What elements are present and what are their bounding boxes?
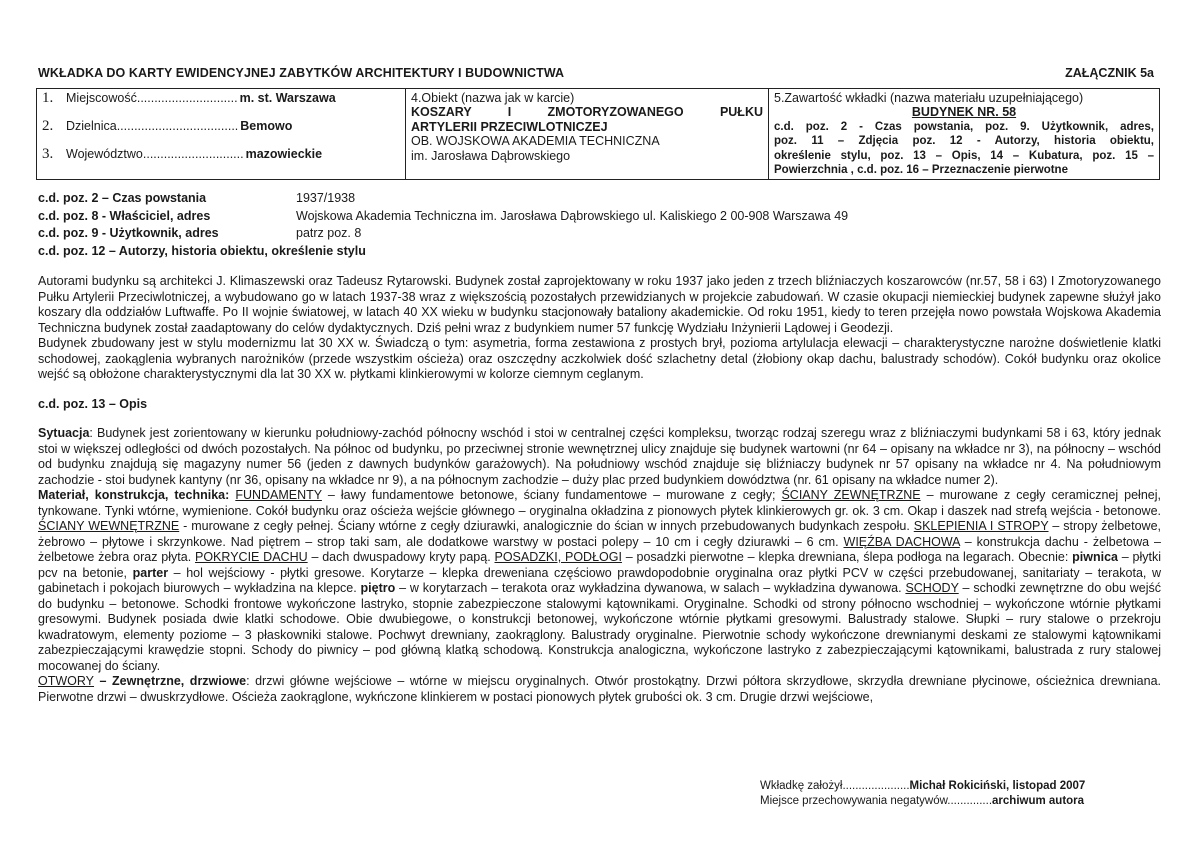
fundamenty-label: FUNDAMENTY	[235, 488, 322, 502]
field-value: patrz poz. 8	[296, 226, 362, 241]
sytuacja-paragraph	[38, 426, 1161, 488]
location-row-voivodeship	[42, 147, 400, 175]
field-label: c.d. poz. 2 – Czas powstania	[38, 191, 207, 205]
content-cell	[769, 89, 1160, 180]
style-paragraph: Budynek zbudowany jest w stylu modernizmu lat 30 XX w. Świadczą o tym: asymetria, forma zestawiona z prostych brył, poziomа artylulacja elewacji – charakterystyczne narożne doświetlenie klatki schodowej, zaokąglenia wybranych narożników (przede wszystkim ościeża) oraz oszczędny aczkolwiek dość szlachetny detal (żłobiony okap dachu, balustrady schodów). Cokół budynku oraz okolice wejść są obłożone charakterystycznymi dla lat 30 XX w. płytkami klinkierowymi w kolorze ciemnym ceglanym.	[38, 336, 1161, 381]
location-value: Bemowo	[240, 119, 293, 133]
sytuacja-label: Sytuacja	[38, 426, 90, 440]
document-body	[38, 274, 1161, 705]
posadzki-text: – hol wejściowy - płytki gresowe. Korytarze – klepka dreweniana częściowo prawdopodobnie oryginalna oraz płytki PCV w części przebudowanej, sanitariaty – terakota, w gabinetach i pokojach biurowych – wykładzina na klepce.	[38, 565, 1161, 595]
posadzki-text: – w korytarzach – terakota oraz wykładzina dywanowa, w salach – wykładzina dywanowa.	[395, 581, 906, 595]
info-box	[36, 88, 1160, 180]
location-row-city	[42, 91, 400, 119]
location-label: Województwo.............................	[66, 147, 244, 161]
field-czas-powstania	[38, 190, 366, 208]
otwory-paragraph	[38, 674, 1161, 705]
field-autorzy-heading	[38, 243, 366, 261]
field-wlasciciel	[38, 208, 849, 226]
sklepienia-text: – stropy żelbetowe, żebrowo – płytowe i skrzynkowe. Nad piętrem – strop taki sam, ale dodatkowe warstwy w postaci polepy – 10 cm i cegły dziurawki – 6 cm.	[38, 519, 1162, 549]
field-value: 1937/1938	[296, 191, 356, 205]
schody-label: SCHODY	[905, 581, 959, 595]
material-paragraph	[38, 488, 1161, 674]
content-line: Powierzchnia , c.d. poz. 16 – Przeznaczenie pierwotne	[774, 164, 1068, 177]
posadzki-label: POSADZKI, PODŁOGI	[494, 550, 622, 564]
schody-text: – schodki zewnętrzne do obu wejść do budynku – betonowe. Schodki frontowe wykończone lastryko, stopnie zabezpieczone stalowymi kątownikami. Oryginalne. Schodki od strony północno wschodniej – wykończone wtórnie płytkami gresowymi. Budynek posiada dwie klatki schodowe. Obie dwubiegowe, o konstrukcji betonowej, wykończone wtórnie płytkami gresowymi. Balustrady stalowe. Słupki – rury stalowe o przekroju kwadratowym, elementy poziome – 3 płaskowniki stalowe. Pochwyt drewniany, zaokrąglony. Balustrady oryginalne. Pierwotnie schody wykończone drewnianymi deskami ze stalowymi kątownikami zabezpieczającymi krawędzie stopni. Schody do piwnicy – pod główną klatką schodową. Konstrukcja analogiczna, wykończone lastryko z zabezpieczającymi kątownikami, balustrada z rury stalowej mocowanej do ściany.	[38, 581, 1161, 673]
wiezba-text: – konstrukcja dachu - żelbetowa – żelbetowe żebra oraz płyta.	[38, 534, 1161, 564]
location-label: Miejscowość.............................	[66, 91, 238, 105]
content-line: określenie stylu, poz. 13 – Opis, 14 – Kubatura, poz. 15 –	[774, 149, 1154, 162]
location-number: 1.	[42, 90, 54, 106]
location-value: m. st. Warszawa	[239, 91, 336, 105]
field-uzytkownik	[38, 225, 366, 243]
object-name-line: KOSZARY I ZMOTORYZOWANEGO PUŁKU	[411, 105, 763, 120]
wiezba-label: WIĘŹBA DACHOWA	[843, 534, 960, 549]
sciany-wewnetrzne-text: - murowane z cegły pełnej. Ściany wtórne z cegły dziurawki, analogicznie do ścian w innych przebudowanych budynkach zespołu.	[179, 519, 914, 533]
signoff-author-value: Michał Rokiciński, listopad 2007	[909, 780, 1086, 792]
content-label: 5.Zawartość wkładki (nazwa materiału uzupełniającego)	[774, 91, 1084, 105]
posadzki-text: – płytki pcv na betonie,	[38, 550, 1162, 580]
sytuacja-text: : Budynek jest zorientowany w kierunku południowy-zachód północny wschód i stoi w centralnej części kompleksu, tworząc rodzaj szeregu wraz z bliźniaczymi budynkami 58 i 63, który jednak stoi w większej odległości od dwóch pozostałych. Na północ od budynku, po przeciwnej stronie wewnętrznej ulicy znajduje się budynek wartowni (nr 64 – opisany na wkładce nr 3), na północny – wschód od budynku znajdują się magazyny numer 56 (jeden z dawnych budynków garażowych). Na południowy wschód znajduje się bliźniaczy budynek nr 57 opisany na wkładce nr 4. Na południowym zachodzie - stoi budynek kantyny (nr 36, opisany na wkładce nr 9), a na północnym zachodzie – duży plac przed budynkiem dowództwa (nr. 61 opisany na wkładce numer 2).	[38, 426, 1161, 487]
signoff-archive-line	[760, 794, 1085, 809]
signoff-block	[760, 779, 1085, 809]
location-value: mazowieckie	[245, 147, 323, 161]
content-line: c.d. poz. 2 - Czas powstania, poz. 9. Użytkownik, adres,	[774, 120, 1154, 133]
signoff-archive-label: Miejsce przechowywania negatywów..............	[760, 795, 993, 807]
sciany-wewnetrzne-label: ŚCIANY WEWNĘTRZNE	[38, 519, 180, 533]
field-label: c.d. poz. 8 - Właściciel, adres	[38, 208, 211, 223]
location-label: Dzielnica...................................	[66, 119, 239, 133]
material-label: Materiał, konstrukcja, technika:	[38, 488, 230, 502]
piwnica-label: piwnica	[1072, 550, 1118, 564]
otwory-sub-label: – Zewnętrzne, drzwiowe	[94, 674, 247, 688]
posadzki-text: – posadzki pierwotne – klepka drewniana, ślepa podłoga na legarach. Obecnie:	[621, 550, 1073, 564]
object-cell	[406, 89, 769, 180]
signoff-author-line	[760, 779, 1085, 794]
location-number: 3.	[42, 146, 54, 162]
otwory-text: : drzwi główne wejściowe – wtórne w miejscu oryginalnych. Otwór prostokątny. Drzwi półtora skrzydłowe, skrzydła drewniane płycinowe, ościeżnica drewniana. Pierwotne drzwi – dwuskrzydłowe. Ościeża zaokrąglone, wykńczone klinkierem w postaci pionowych płytek grubości ok. 3 cm. Drugie drzwi wejściowe,	[38, 674, 1162, 704]
object-label: 4.Obiekt (nazwa jak w karcie)	[411, 91, 575, 105]
field-label: c.d. poz. 9 - Użytkownik, adres	[38, 226, 219, 241]
sciany-zewnetrzne-label: ŚCIANY ZEWNĘTRZNE	[781, 488, 921, 502]
building-number: BUDYNEK NR. 58	[911, 105, 1017, 120]
pokrycie-label: POKRYCIE DACHU	[195, 550, 308, 564]
document-title: WKŁADKA DO KARTY EWIDENCYJNEJ ZABYTKÓW ARCHITEKTURY I BUDOWNICTWA	[38, 66, 565, 80]
pokrycie-text: – dach dwuspadowy kryty papą.	[307, 550, 495, 564]
location-number: 2.	[42, 118, 54, 134]
sklepienia-label: SKLEPIENIA I STROPY	[913, 519, 1049, 533]
signoff-archive-value: archiwum autora	[992, 795, 1085, 807]
location-cell	[37, 89, 406, 180]
history-paragraph: Autorami budynku są architekci J. Klimaszewski oraz Tadeusz Rytarowski. Budynek został zaprojektowany w roku 1937 jako jeden z trzech bliźniaczych koszarowców (nr.57, 58 i 63) I Zmotoryzowanego Pułku Artylerii Przeciwlotniczej, a wybudowano go w latach 1937-38 wraz z większością pozostałych przewidzianych w projekcie zabudowań. W czasie okupacji niemieckiej budynek zapewne służył jako koszary dla oddziałów Luftwaffe. Po II wojnie światowej, w latach 40 XX wieku w budynku stacjonowały bataliony akademickie. Od roku 1951, kiedy to teren przejęła nowo powstała Wojskowa Akademia Techniczna budynek został zaadaptowany do celów dydaktycznych. Dziś pełni wraz z budynkiem numer 57 funkcję Wydziału Inżynierii Lądowej i Geodezji.	[38, 274, 1161, 335]
object-name-line: ARTYLERII PRZECIWLOTNICZEJ	[411, 119, 608, 134]
parter-label: parter	[132, 565, 169, 580]
field-label: c.d. poz. 12 – Autorzy, historia obiektu, określenie stylu	[38, 243, 366, 258]
location-row-district	[42, 119, 400, 147]
fundamenty-text: – ławy fundamentowe betonowe, ściany fundamentowe – murowane z cegły;	[321, 488, 782, 502]
signoff-author-label: Wkładkę założył.....................	[760, 780, 910, 792]
opis-heading: c.d. poz. 13 – Opis	[38, 396, 148, 411]
otwory-label: OTWORY	[38, 674, 95, 688]
sciany-zewnetrzne-text: – murowane z cegły ceramicznej pełnej, tynkowane. Tynki wtórne, wymienione. Cokół budynku oraz ościeża wejście głównego – oryginalna okładzina z pionowych płytek klinkierowych gr. ok. 3 cm. Okap i daszek nad strefą wejścia - betonowe.	[38, 488, 1161, 518]
pietro-label: piętro	[360, 581, 396, 595]
object-name-line: OB. WOJSKOWA AKADEMIA TECHNICZNA	[411, 134, 660, 149]
content-line: poz. 11 – Zdjęcia poz. 12 - Autorzy, historia obiektu,	[774, 135, 1154, 148]
attachment-label: ZAŁĄCZNIK 5a	[1065, 66, 1154, 80]
fields-block	[38, 190, 849, 260]
object-name-line: im. Jarosława Dąbrowskiego	[411, 148, 571, 163]
field-value: Wojskowa Akademia Techniczna im. Jarosława Dąbrowskiego ul. Kaliskiego 2 00-908 Warszawa 49	[296, 208, 849, 223]
